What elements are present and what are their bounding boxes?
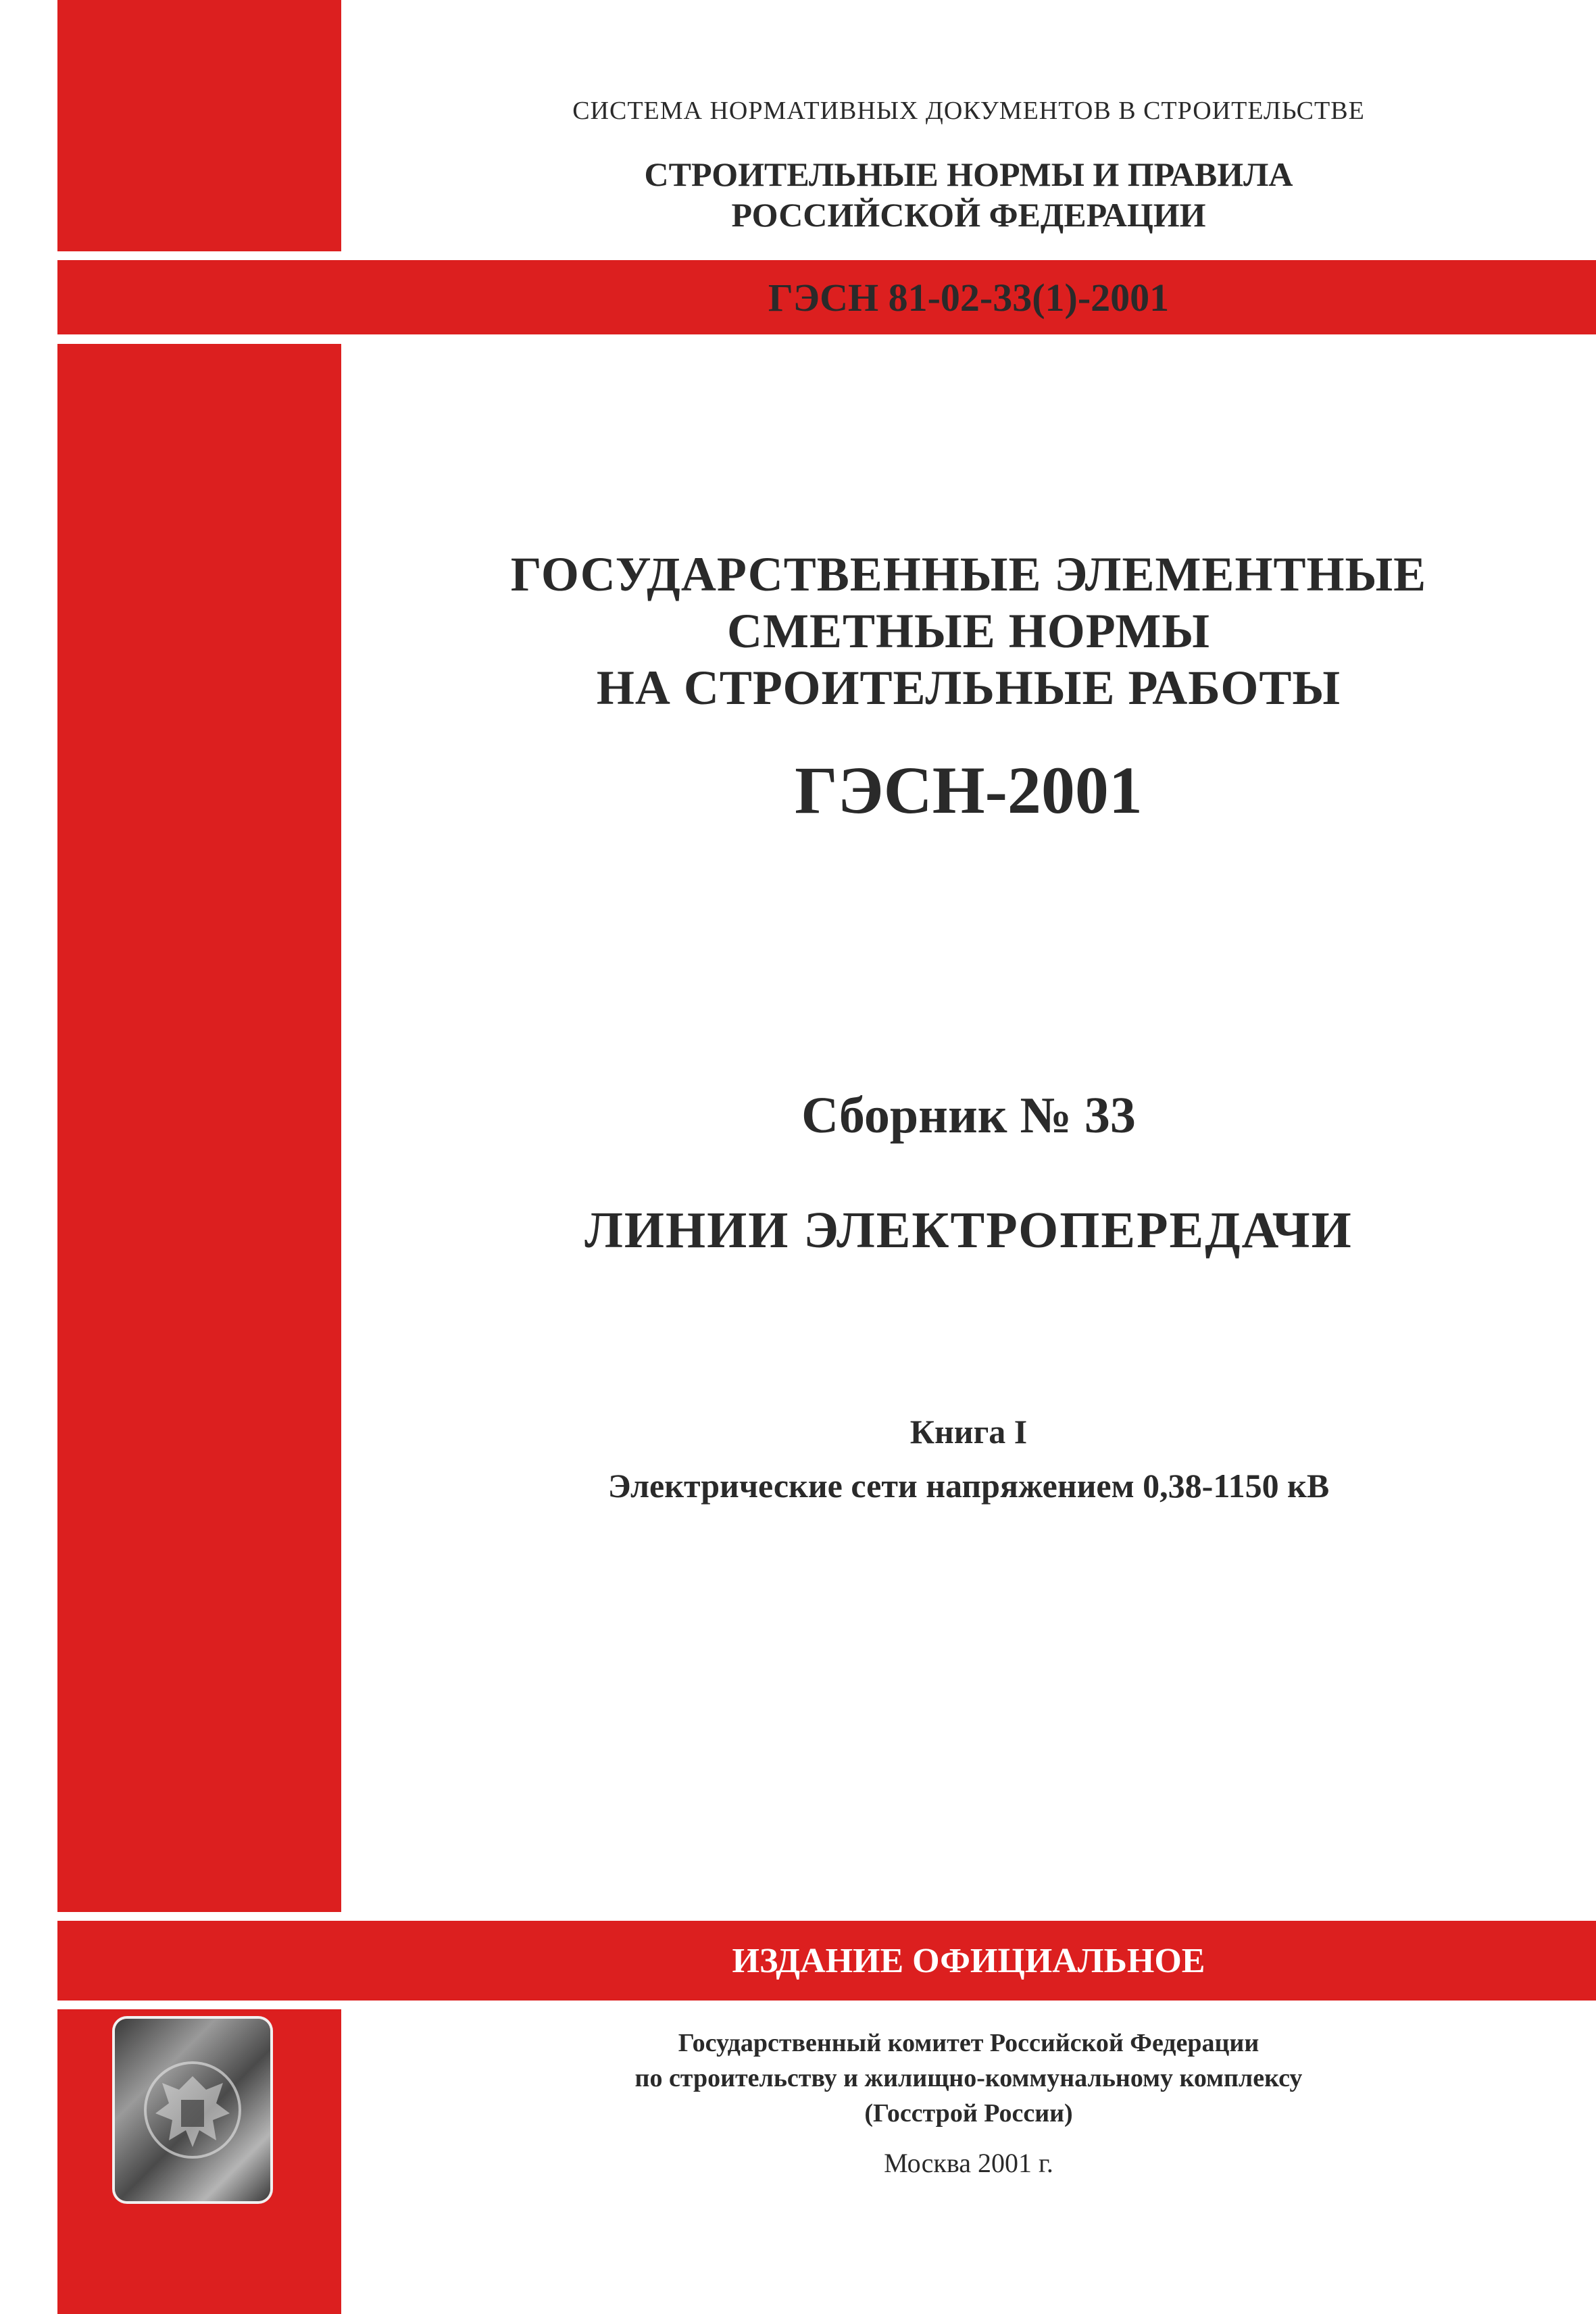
- publisher-line-1: Государственный комитет Российской Федерации: [678, 2029, 1260, 2057]
- strip-gap: [57, 1912, 341, 1921]
- book-number: Книга I: [909, 1413, 1028, 1451]
- publisher-block: [341, 2026, 1596, 2131]
- publisher-line-2: по строительству и жилищно-коммунальному комплексу: [634, 2064, 1303, 2092]
- edition-band: [57, 1921, 1596, 2001]
- system-heading: СИСТЕМА НОРМАТИВНЫХ ДОКУМЕНТОВ В СТРОИТЕЛЬСТВЕ: [572, 97, 1365, 125]
- edition-label: ИЗДАНИЕ ОФИЦИАЛЬНОЕ: [732, 1941, 1205, 1980]
- book-description: Электрические сети напряжением 0,38-1150 кВ: [607, 1467, 1330, 1505]
- norms-line-1: СТРОИТЕЛЬНЫЕ НОРМЫ И ПРАВИЛА: [644, 155, 1293, 193]
- main-title-line-3: НА СТРОИТЕЛЬНЫЕ РАБОТЫ: [596, 661, 1341, 715]
- city-year: Москва 2001 г.: [884, 2148, 1053, 2178]
- main-title-line-1: ГОСУДАРСТВЕННЫЕ ЭЛЕМЕНТНЫЕ: [510, 547, 1427, 601]
- strip-gap: [57, 251, 341, 260]
- collection-number: Сборник № 33: [801, 1087, 1136, 1144]
- norms-heading: [341, 154, 1596, 235]
- main-title-line-2: СМЕТНЫЕ НОРМЫ: [727, 604, 1210, 658]
- doc-code: ГЭСН 81-02-33(1)-2001: [768, 275, 1170, 320]
- code-title: ГЭСН-2001: [795, 753, 1143, 828]
- publisher-line-3: (Госстрой России): [864, 2099, 1073, 2128]
- collection-name: ЛИНИИ ЭЛЕКТРОПЕРЕДАЧИ: [584, 1202, 1353, 1259]
- norms-line-2: РОССИЙСКОЙ ФЕДЕРАЦИИ: [731, 196, 1206, 234]
- doc-code-band: [57, 260, 1596, 334]
- strip-gap: [57, 334, 341, 344]
- emblem-hologram-icon: [115, 2019, 270, 2201]
- strip-gap: [57, 2001, 341, 2009]
- main-title: [341, 546, 1596, 716]
